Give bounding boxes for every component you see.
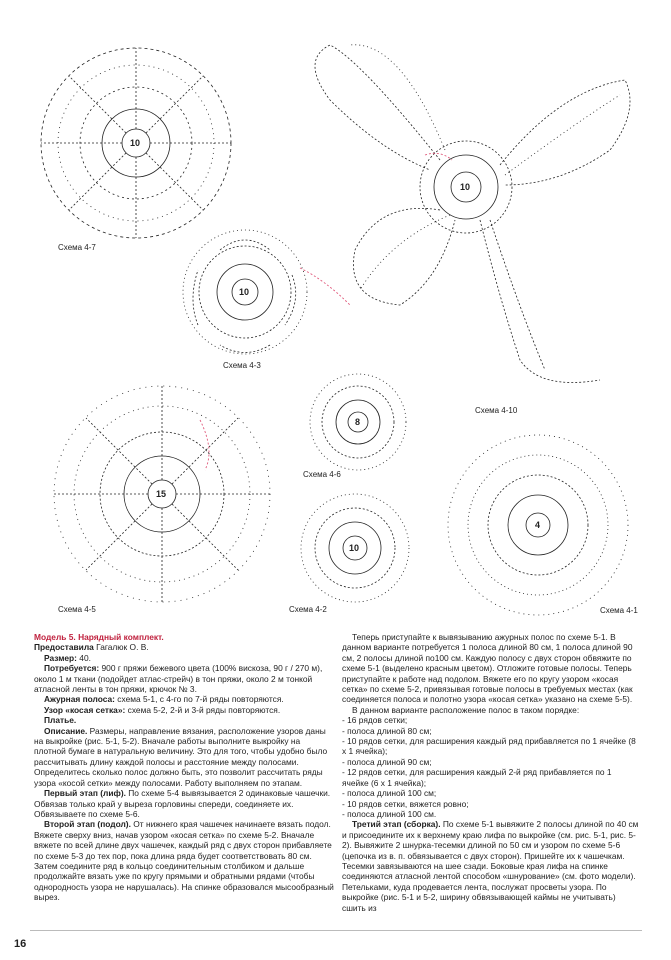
order-paragraph: В данном варианте расположение полос в таком порядке: [352,704,580,715]
desc-value: Размеры, направление вязания, расположение узоров даны на выкройке (рис. 5-1, 5-2). Вначале работы выполните выкройку на плотной бумаге в натуральную величину. Это для того, чтобы удобно было рассчитывать длину каждой полосы и расстояние между полосами. Определитесь сколько полос должно быть, это позволит рассчитать ряды узора «косой сетки» между полосами. Работу выполняем по этапам. [34,725,328,788]
text-column-left [34,632,334,903]
list-item: - 10 рядов сетки, вяжется ровно; [342,798,469,809]
center-4-1: 4 [535,520,541,530]
label-scheme-4-1: Схема 4-1 [600,606,638,615]
center-4-5: 15 [156,489,167,499]
provided-label: Предоставила [34,642,94,653]
label-scheme-4-3: Схема 4-3 [223,361,261,370]
diagram-4-10 [315,45,630,383]
list-item: - полоса длиной 100 см. [342,808,437,819]
label-scheme-4-10: Схема 4-10 [475,406,518,415]
center-4-7: 10 [130,138,141,148]
size-value: 40. [79,652,91,663]
list-item: - полоса длиной 100 см; [342,788,437,799]
stage3-label: Третий этап (сборка). [352,819,441,830]
dress-label: Платье. [44,715,77,726]
center-4-2: 10 [349,543,360,553]
list-item: - 16 рядов сетки; [342,715,408,726]
text-column-right [342,632,640,913]
list-item: - полоса длиной 80 см; [342,725,432,736]
need-label: Потребуется: [44,663,100,674]
stage1-label: Первый этап (лиф). [44,788,126,799]
stage2-value: От нижнего края чашечек начинаете вязать подол. Вяжете сверху вниз, начав узором «косая сетка» по схеме 5-2. Вначале вяжете по всей длине двух чашечек, каждый ряд с двух сторон прибавляете по схеме 5-3 до тех пор, пока длина ряда будет соответствовать 80 см. Затем соедините ряд в кольцо соединительным столбиком и дальше продолжайте вязать уже по кругу прямыми и обратными рядами (чтобы однородность узора не нарушалась). На спинке образовался мысообразный вырез. [34,819,334,903]
ajour-label: Ажурная полоса: [44,694,115,705]
list-item: - 12 рядов сетки, для расширения каждый 2-й ряд прибавляется по 1 ячейке (6 х 1 ячейка); [342,767,612,788]
center-4-3: 10 [239,287,250,297]
ajour-value: схема 5-1, с 4-го по 7-й ряды повторяются. [117,694,284,705]
stage2-label: Второй этап (подол). [44,819,131,830]
footer-divider [30,930,642,931]
center-4-6: 8 [355,417,361,427]
stage1-value: По схеме 5-4 вывязывается 2 одинаковые чашечки. Обвязав только край у выреза горловины спереди, соединяете их. Обвязываете по схеме 5-6. [34,788,331,819]
label-scheme-4-6: Схема 4-6 [303,470,341,479]
need-value: 900 г пряжи бежевого цвета (100% вискоза, 90 г / 270 м), около 1 м ткани (подойдет атлас-стрейч) в тон пряжи, около 2 м тонкой атласной ленты в тон пряжи, крючок № 3. [34,663,323,695]
strips-paragraph: Теперь приступайте к вывязыванию ажурных полос по схеме 5-1. В данном варианте потребуется 1 полоса длиной 80 см, 1 полоса длиной 90 см, 2 полосы длиной по100 см. Каждую полосу с двух сторон обвяжите по схеме 5-1 (выделено красным цветом). Отложите готовые полосы. Теперь приступайте к работе над подолом. Вяжете его по кругу узором «косая сетка» по схеме 5-2, привязывая готовые полосы в требуемых местах (как соединяется полоса и полотно узора «косая сетка» указано на схеме 5-5). [342,632,633,705]
list-item: - 10 рядов сетки, для расширения каждый ряд прибавляется по 1 ячейке (8 х 1 ячейка); [342,736,636,757]
desc-label: Описание. [44,725,88,736]
size-label: Размер: [44,652,77,663]
page-number: 16 [14,938,27,950]
label-scheme-4-2: Схема 4-2 [289,605,327,614]
list-item: - полоса длиной 90 см; [342,756,432,767]
label-scheme-4-7: Схема 4-7 [58,243,96,252]
pattern-label: Узор «косая сетка»: [44,704,126,715]
stage3-value: По схеме 5-1 вывяжите 2 полосы длиной по 40 см и присоедините их к верхнему краю лифа по выкройке (см. рис. 5-1, рис. 5-2). Вывяжите 2 шнурка-тесемки длиной по 50 см и узором по схеме 5-6 (цепочка из в. п. обвязывается с двух сторон). Пришейте их к чашечкам. Тесемки завязываются на шее сзади. Боковые края лифа на спинке соединяются атласной лентой способом «шнурование» (см. фото модели). Петельками, куда продевается лента, послужат просветы узора. По выкройке (рис. 5-1 и 5-2, ширину обвязывающей каймы не учитывать) сшить из [342,819,639,913]
pattern-value: схема 5-2, 2-й и 3-й ряды повторяются. [127,704,281,715]
label-scheme-4-5: Схема 4-5 [58,605,96,614]
center-4-10: 10 [460,182,471,192]
provided-value: Гагалюк О. В. [96,642,149,653]
model-title: Модель 5. Нарядный комплект. [34,632,164,642]
